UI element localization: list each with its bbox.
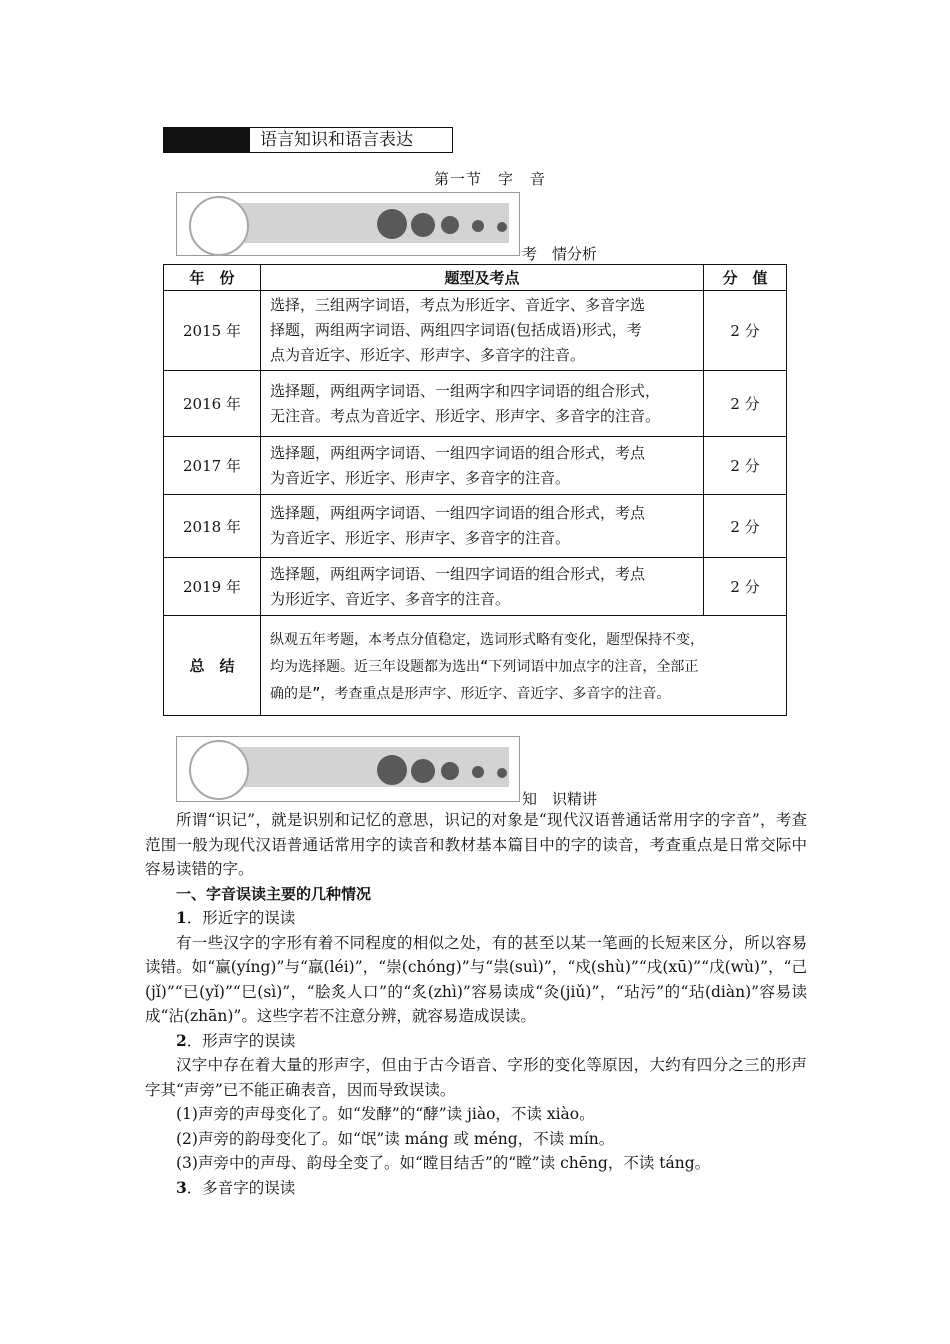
summary-line: 确的是”，考查重点是形声字、形近字、音近字、多音字的注音。: [270, 686, 671, 702]
banner-dot: [441, 762, 459, 780]
banner-dot: [497, 222, 507, 232]
score-cell: 2 分: [704, 495, 787, 558]
subheading-3: [145, 1176, 807, 1201]
exam-analysis-table: [163, 264, 787, 716]
subheading-number: 1: [176, 908, 187, 927]
header-type: 题型及考点: [261, 265, 704, 291]
banner-dot: [497, 768, 507, 778]
desc-cell: [261, 371, 704, 437]
year-cell: 2019 年: [164, 558, 261, 616]
desc-line: 择题，两组两字词语、两组四字词语(包括成语)形式，考: [270, 321, 642, 339]
score-cell: 2 分: [704, 437, 787, 495]
table-header-row: [164, 265, 787, 291]
knowledge-banner-graphic: [176, 736, 520, 802]
desc-line: 选择题，两组两字词语、一组四字词语的组合形式，考点: [270, 443, 646, 462]
banner-dot: [472, 220, 484, 232]
summary-line: 纵观五年考题，本考点分值稳定，选词形式略有变化，题型保持不变，: [270, 632, 704, 648]
desc-line: 为音近字、形近字、形声字、多音字的注音。: [270, 468, 571, 487]
intro-paragraph: 所谓“识记”，就是识别和记忆的意思，识记的对象是“现代汉语普通话常用字的字音”，考查范围一般为现代汉语普通话常用字的读音和教材基本篇目中的字的读音，考查重点是日常交际中容易读错的字。: [145, 811, 807, 878]
header-year: 年 份: [164, 265, 261, 291]
subheading-number: 2: [176, 1030, 187, 1050]
banner-dot: [377, 755, 407, 785]
table-row: [164, 291, 787, 371]
chapter-title: 语言知识和语言表达: [249, 127, 453, 153]
subheading-number: 3: [176, 1177, 187, 1197]
banner-dot: [411, 759, 435, 783]
desc-cell: [261, 495, 704, 558]
score-cell: 2 分: [704, 558, 787, 616]
desc-line: 点为音近字、形近字、形声字、多音字的注音。: [270, 346, 586, 364]
knowledge-body: [145, 808, 807, 1200]
score-cell: 2 分: [704, 371, 787, 437]
paragraph-2: 汉字中存在着大量的形声字，但由于古今语音、字形的变化等原因，大约有四分之三的形声字其“声旁”已不能正确表音，因而导致误读。: [145, 1056, 807, 1099]
summary-label: 总 结: [164, 616, 261, 716]
desc-line: 无注音。考点为音近字、形近字、形声字、多音字的注音。: [270, 406, 661, 425]
list-item: (2)声旁的韵母变化了。如“氓”读 máng 或 méng，不读 mín。: [176, 1129, 615, 1148]
banner-dot: [377, 209, 407, 239]
knowledge-banner-title: 知 识精讲: [522, 790, 598, 808]
analysis-banner-graphic: [176, 192, 520, 256]
desc-cell: [261, 291, 704, 371]
table-row: [164, 495, 787, 558]
desc-cell: [261, 437, 704, 495]
chapter-black-block: [163, 127, 249, 153]
year-cell: 2017 年: [164, 437, 261, 495]
section-heading: 一、字音误读主要的几种情况: [176, 884, 372, 903]
subheading-text: ．形声字的误读: [186, 1031, 296, 1050]
paragraph-1: 有一些汉字的字形有着不同程度的相似之处，有的甚至以某一笔画的长短来区分，所以容易读错。如“赢(yíng)”与“羸(léi)”，“崇(chóng)”与“祟(suì)”，“戍(shù)”“戌(xū)”“戊(wù)”，“己(jǐ)”“已(yǐ)”“巳(sì)”，“脍炙人口”的“炙(zhì)”容易读成“灸(jiǔ)”，“玷污”的“玷(diàn)”容易读成“沾(zhān)”。这些字若不注意分辨，就容易造成误读。: [145, 933, 807, 1025]
desc-line: 选择题，两组两字词语、一组两字和四字词语的组合形式，: [270, 381, 661, 400]
summary-row: [164, 616, 787, 716]
section-title: 第一节 字 音: [433, 170, 546, 188]
desc-line: 选择题，两组两字词语、一组四字词语的组合形式，考点: [270, 564, 646, 583]
table-row: [164, 371, 787, 437]
table-row: [164, 437, 787, 495]
banner-dot: [411, 213, 435, 237]
score-cell: 2 分: [704, 291, 787, 371]
year-cell: 2015 年: [164, 291, 261, 371]
subheading-2: [145, 1029, 807, 1054]
banner-ring: [189, 196, 249, 256]
analysis-banner-title: 考 情分析: [522, 245, 598, 263]
summary-text: [261, 616, 787, 716]
year-cell: 2018 年: [164, 495, 261, 558]
desc-line: 选择题，两组两字词语、一组四字词语的组合形式，考点: [270, 504, 646, 522]
desc-line: 选择，三组两字词语，考点为形近字、音近字、多音字选: [270, 296, 646, 314]
desc-cell: [261, 558, 704, 616]
list-item: (3)声旁中的声母、韵母全变了。如“瞠目结舌”的“瞠”读 chēng，不读 táng。: [176, 1154, 711, 1172]
banner-dot: [441, 216, 459, 234]
subheading-1: [145, 906, 807, 931]
banner-ring: [189, 740, 249, 800]
desc-line: 为音近字、形近字、形声字、多音字的注音。: [270, 529, 571, 547]
subheading-text: ．多音字的误读: [186, 1178, 296, 1197]
header-score: 分 值: [704, 265, 787, 291]
year-cell: 2016 年: [164, 371, 261, 437]
list-item: (1)声旁的声母变化了。如“发酵”的“酵”读 jiào，不读 xiào。: [176, 1105, 595, 1123]
subheading-text: ．形近字的误读: [186, 909, 296, 927]
table-row: [164, 558, 787, 616]
desc-line: 为形近字、音近字、多音字的注音。: [270, 589, 511, 608]
summary-line: 均为选择题。近三年设题都为选出“下列词语中加点字的注音，全部正: [270, 659, 699, 675]
banner-dot: [472, 766, 484, 778]
